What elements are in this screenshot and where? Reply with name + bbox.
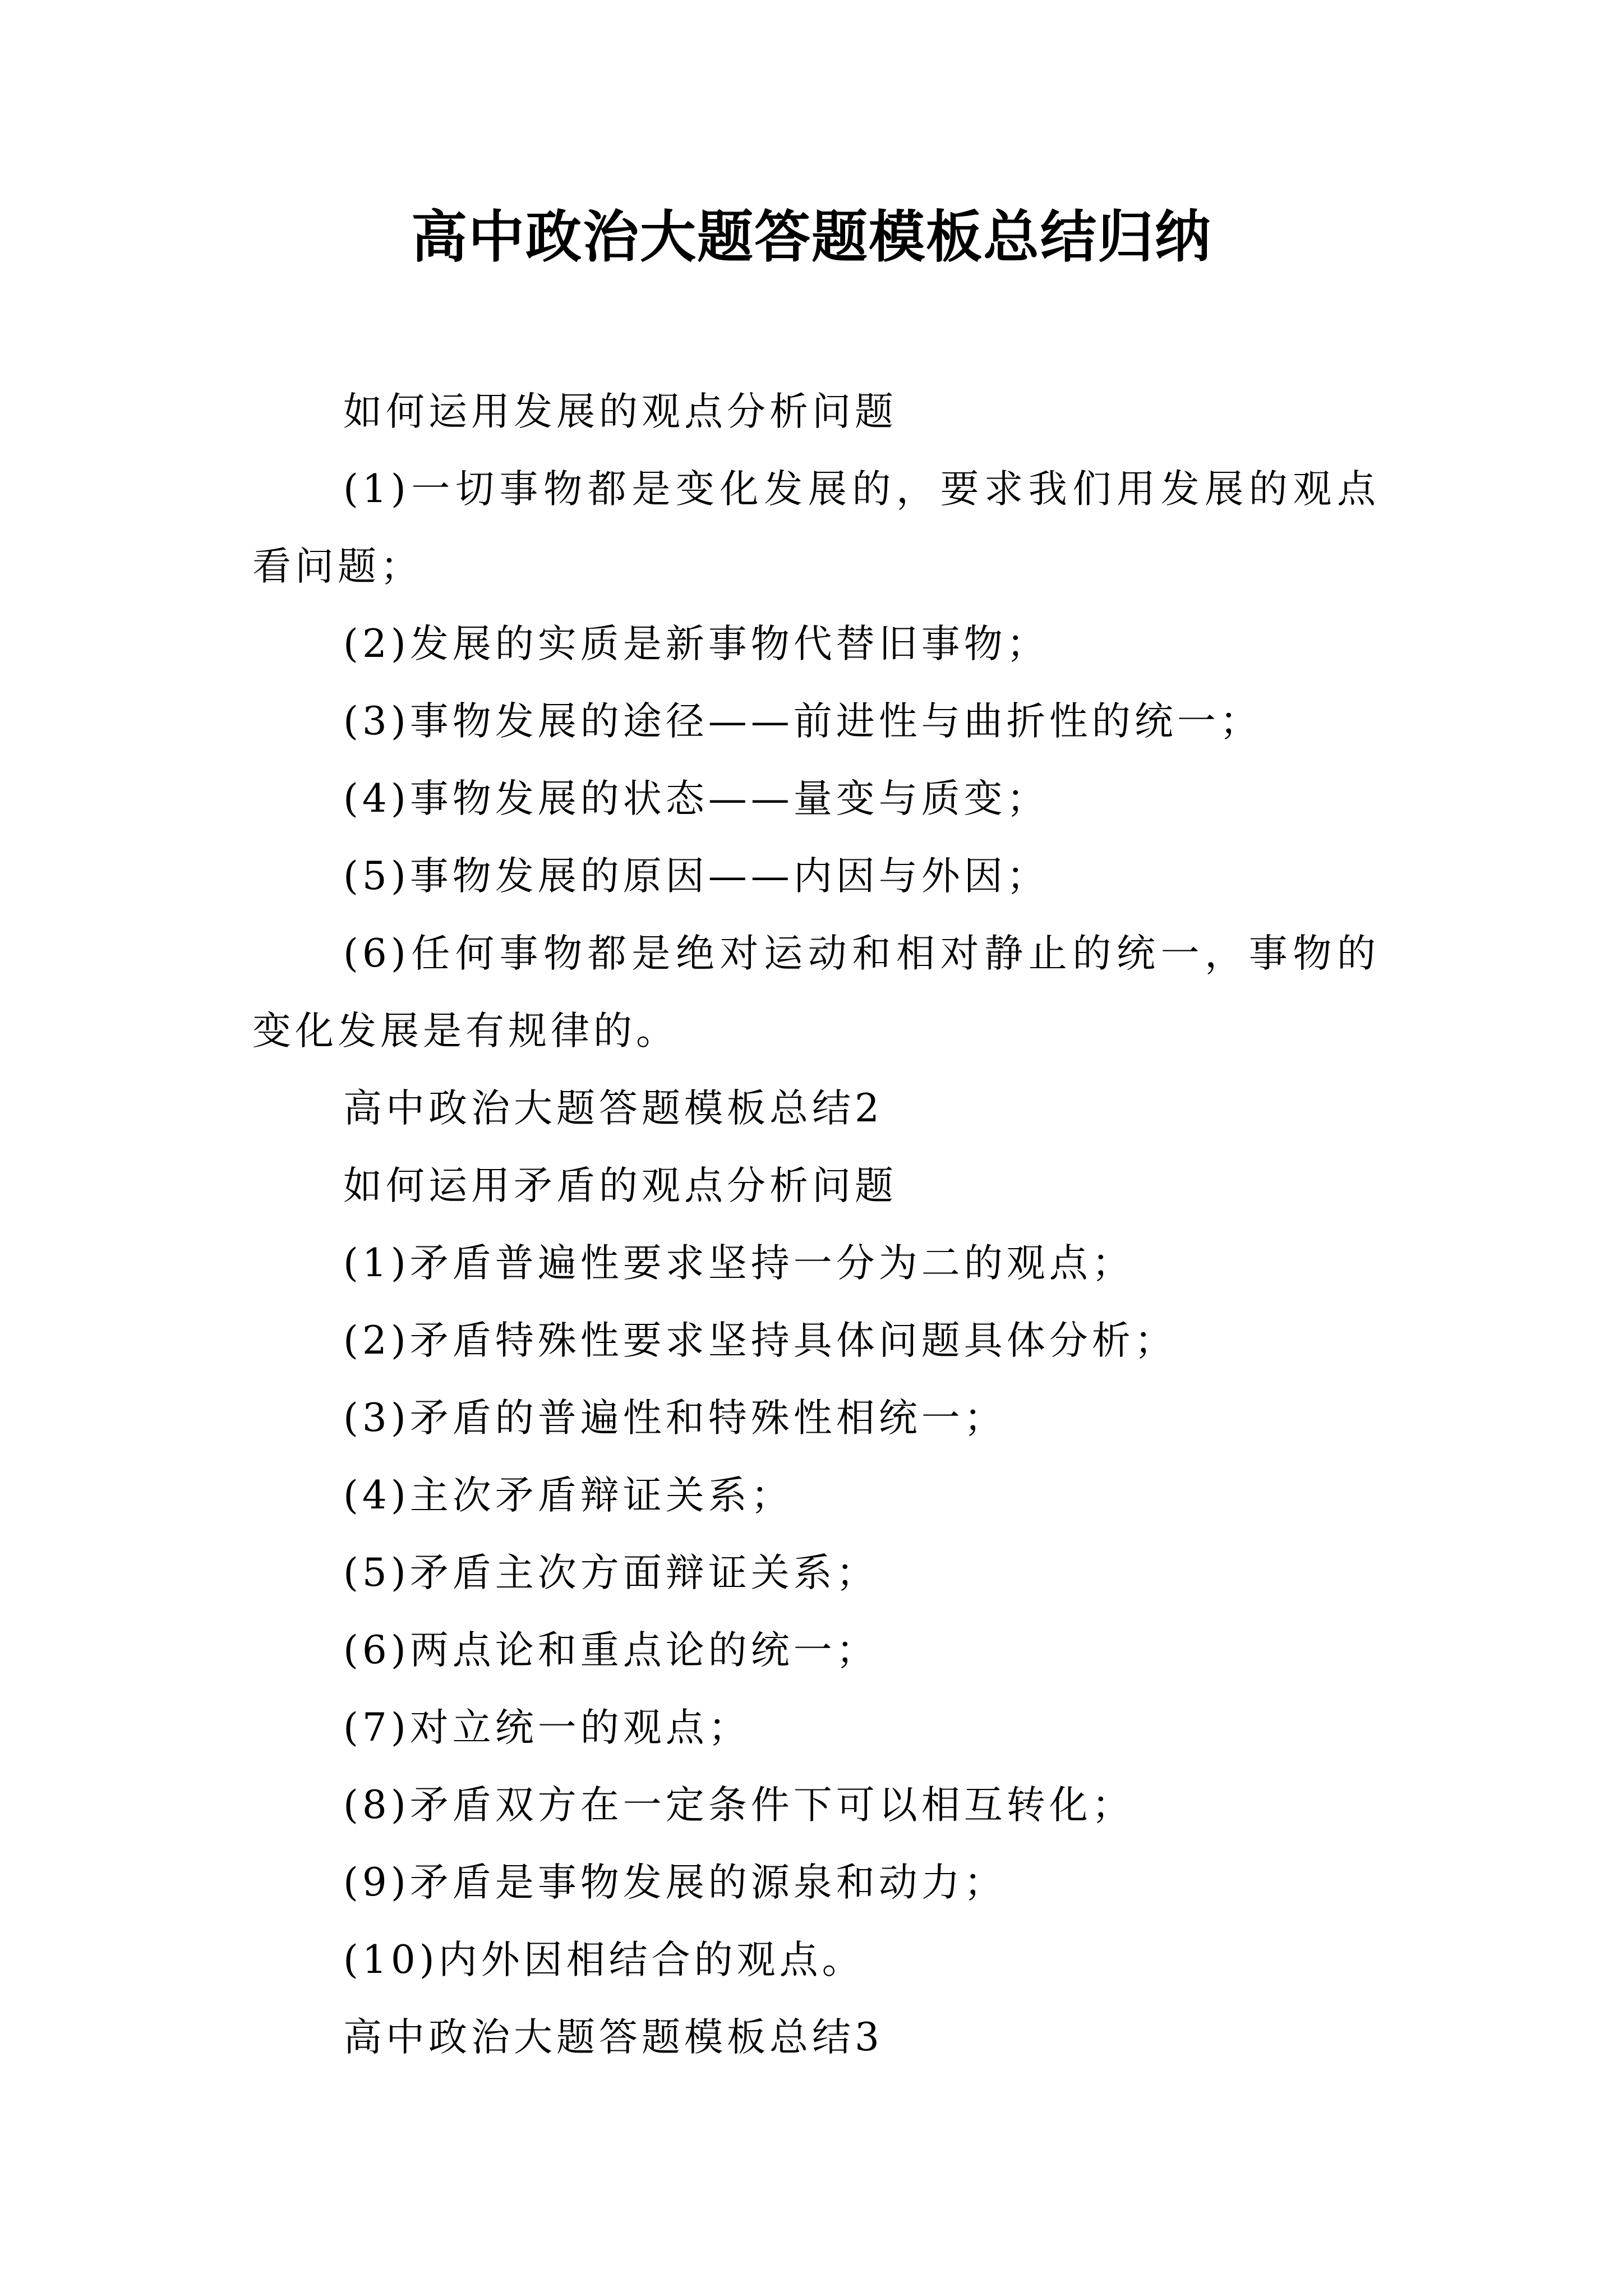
list-item: (8)矛盾双方在一定条件下可以相互转化； (343, 1783, 1135, 1828)
document-body (252, 373, 1380, 2076)
list-item: (3)矛盾的普遍性和特殊性相统一； (343, 1396, 1007, 1441)
list-item: (10)内外因相结合的观点。 (343, 1938, 865, 1982)
list-item: (5)事物发展的原因——内因与外因； (343, 854, 1049, 899)
list-item: (9)矛盾是事物发展的源泉和动力； (343, 1860, 1007, 1905)
list-item: (6)任何事物都是绝对运动和相对静止的统一，事物的变化发展是有规律的。 (252, 931, 1380, 1053)
document-title: 高中政治大题答题模板总结归纳 (411, 204, 1212, 270)
section-heading: 如何运用矛盾的观点分析问题 (343, 1163, 897, 1208)
list-item: (6)两点论和重点论的统一； (343, 1628, 879, 1673)
section-title: 高中政治大题答题模板总结2 (343, 1086, 883, 1131)
list-item: (7)对立统一的观点； (343, 1705, 751, 1750)
list-item: (2)矛盾特殊性要求坚持具体问题具体分析； (343, 1318, 1177, 1363)
list-item: (1)一切事物都是变化发展的，要求我们用发展的观点看问题； (252, 467, 1380, 589)
list-item: (4)主次矛盾辩证关系； (343, 1473, 794, 1518)
list-item: (1)矛盾普遍性要求坚持一分为二的观点； (343, 1241, 1135, 1286)
list-item: (2)发展的实质是新事物代替旧事物； (343, 622, 1049, 666)
list-item: (4)事物发展的状态——量变与质变； (343, 776, 1049, 821)
section-heading: 如何运用发展的观点分析问题 (343, 389, 897, 434)
list-item: (3)事物发展的途径——前进性与曲折性的统一； (343, 699, 1262, 744)
section-title: 高中政治大题答题模板总结3 (343, 2015, 883, 2060)
list-item: (5)矛盾主次方面辩证关系； (343, 1550, 879, 1595)
